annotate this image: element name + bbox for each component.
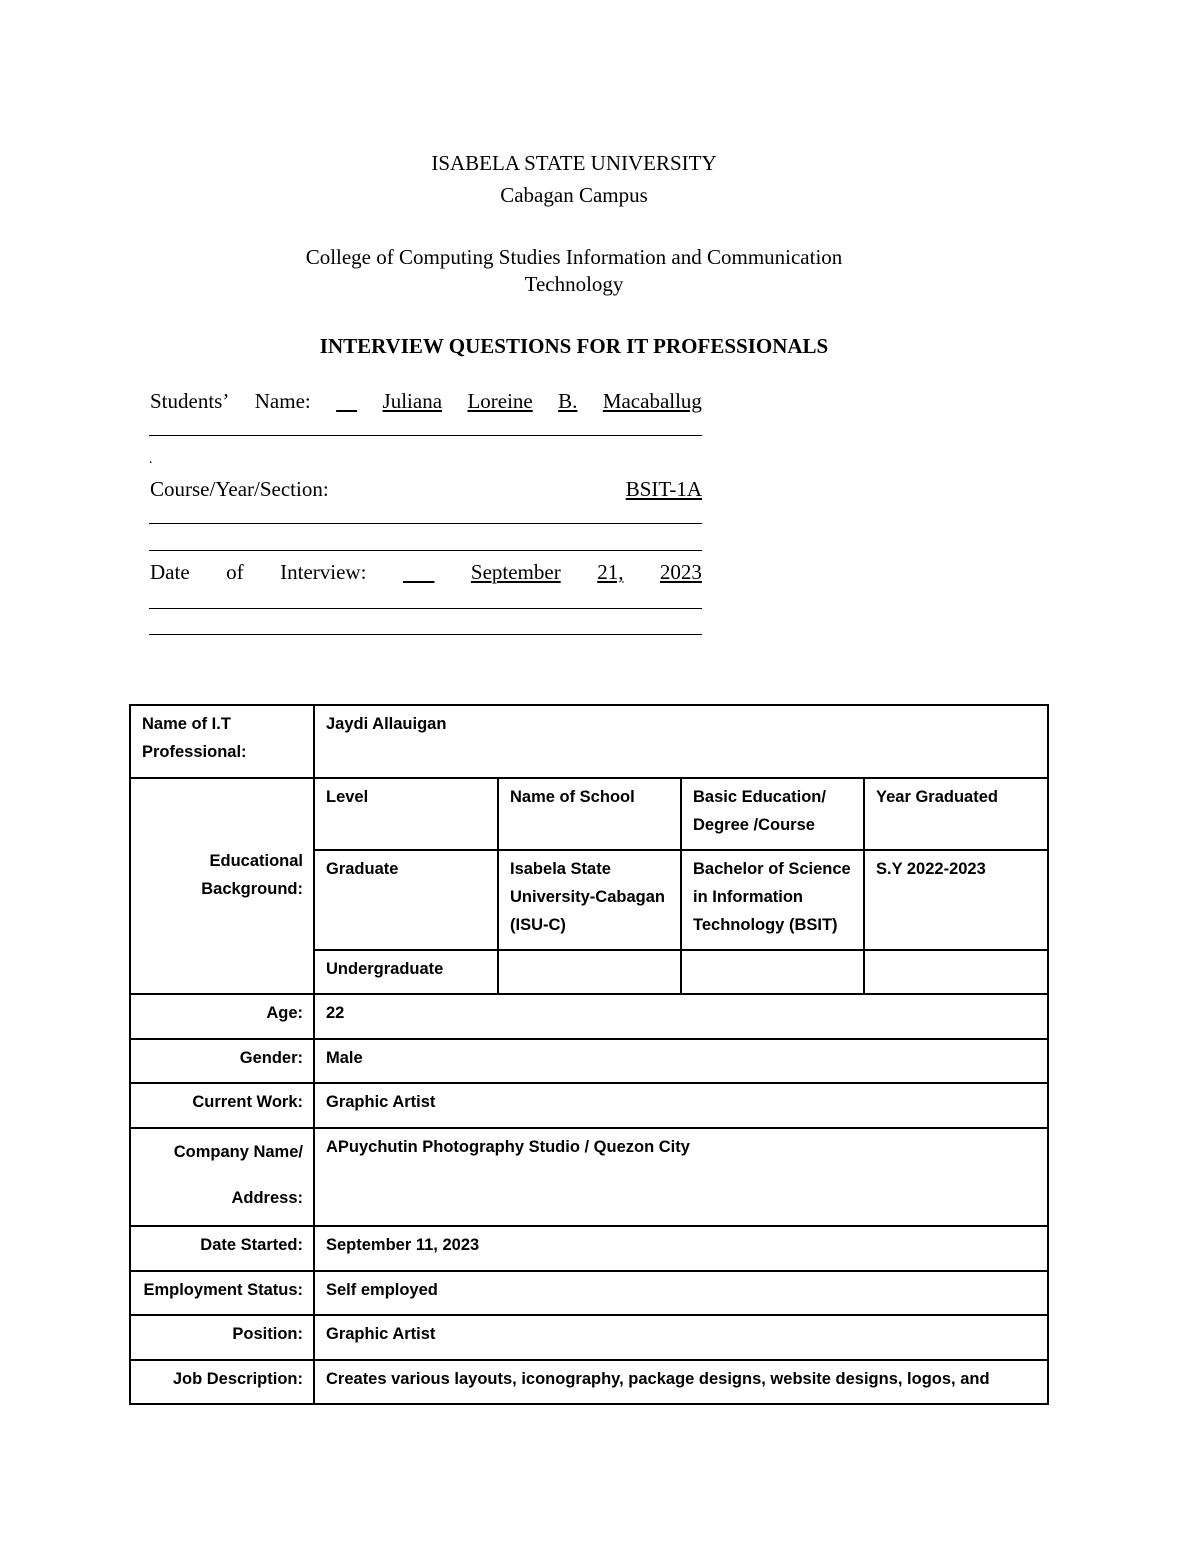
date-label-3: Interview: <box>280 560 367 584</box>
current-work-value: Graphic Artist <box>314 1083 1048 1128</box>
course-rule-1 <box>149 523 702 524</box>
campus-name: Cabagan Campus <box>500 183 648 207</box>
company-label-line-2: Address: <box>231 1189 303 1207</box>
date-value-1: September <box>470 560 561 584</box>
interview-date-field <box>150 560 702 585</box>
student-name-part-1: Juliana <box>382 389 443 413</box>
professional-info-table <box>129 704 1049 1405</box>
educational-background-label: Educational Background: <box>130 778 314 994</box>
table-row <box>130 705 1048 778</box>
college-line-2: Technology <box>524 272 624 296</box>
date-gap <box>403 560 435 585</box>
undergraduate-school <box>498 950 681 994</box>
date-value-3: 2023 <box>659 560 702 584</box>
date-rule-2 <box>149 634 702 635</box>
student-name-part-4: Macaballug <box>602 389 702 413</box>
company-value: APuychutin Photography Studio / Quezon City <box>314 1128 1048 1226</box>
student-name-rule <box>149 435 702 436</box>
position-label: Position: <box>130 1315 314 1360</box>
date-started-value: September 11, 2023 <box>314 1226 1048 1271</box>
edu-header-year: Year Graduated <box>864 778 1048 850</box>
student-name-part-2: Loreine <box>467 389 533 413</box>
table-row <box>130 1083 1048 1128</box>
undergraduate-year <box>864 950 1048 994</box>
graduate-degree: Bachelor of Science in Information Technology (BSIT) <box>681 850 864 950</box>
professional-name-value: Jaydi Allauigan <box>314 705 1048 778</box>
course-field <box>150 477 702 502</box>
course-rule-2 <box>149 550 702 551</box>
student-name-label-2: Name: <box>254 389 311 413</box>
course-value: BSIT-1A <box>625 477 702 501</box>
gender-label: Gender: <box>130 1039 314 1083</box>
age-value: 22 <box>314 994 1048 1039</box>
student-name-field <box>150 389 702 414</box>
company-label <box>130 1128 314 1226</box>
student-name-part-3: B. <box>558 389 578 413</box>
gender-value: Male <box>314 1039 1048 1083</box>
date-started-label: Date Started: <box>130 1226 314 1271</box>
date-value-2: 21, <box>597 560 624 584</box>
stray-mark: . <box>149 452 153 467</box>
job-description-label: Job Description: <box>130 1360 314 1404</box>
job-description-value: Creates various layouts, iconography, package designs, website designs, logos, and <box>314 1360 1048 1404</box>
date-label-1: Date <box>150 560 190 584</box>
undergraduate-degree <box>681 950 864 994</box>
university-name: ISABELA STATE UNIVERSITY <box>431 151 717 175</box>
course-label: Course/Year/Section: <box>150 477 329 501</box>
undergraduate-level: Undergraduate <box>314 950 498 994</box>
date-rule-1 <box>149 608 702 609</box>
student-name-label-1: Students’ <box>150 389 230 413</box>
professional-name-label: Name of I.T Professional: <box>130 705 314 778</box>
position-value: Graphic Artist <box>314 1315 1048 1360</box>
table-row <box>130 1271 1048 1315</box>
student-name-gap <box>336 389 357 414</box>
document-title: INTERVIEW QUESTIONS FOR IT PROFESSIONALS <box>319 334 829 358</box>
company-label-line-1: Company Name/ <box>173 1143 303 1161</box>
table-row <box>130 1315 1048 1360</box>
graduate-school: Isabela State University-Cabagan (ISU-C) <box>498 850 681 950</box>
college-line-1: College of Computing Studies Information and Communication <box>305 245 843 269</box>
table-row <box>130 994 1048 1039</box>
edu-header-level: Level <box>314 778 498 850</box>
table-row <box>130 1226 1048 1271</box>
table-row <box>130 1360 1048 1404</box>
current-work-label: Current Work: <box>130 1083 314 1128</box>
table-row <box>130 1128 1048 1226</box>
table-row <box>130 778 1048 850</box>
edu-header-degree: Basic Education/ Degree /Course <box>681 778 864 850</box>
employment-status-label: Employment Status: <box>130 1271 314 1315</box>
date-label-2: of <box>226 560 244 584</box>
age-label: Age: <box>130 994 314 1039</box>
employment-status-value: Self employed <box>314 1271 1048 1315</box>
edu-header-school: Name of School <box>498 778 681 850</box>
graduate-level: Graduate <box>314 850 498 950</box>
table-row <box>130 1039 1048 1083</box>
graduate-year: S.Y 2022-2023 <box>864 850 1048 950</box>
